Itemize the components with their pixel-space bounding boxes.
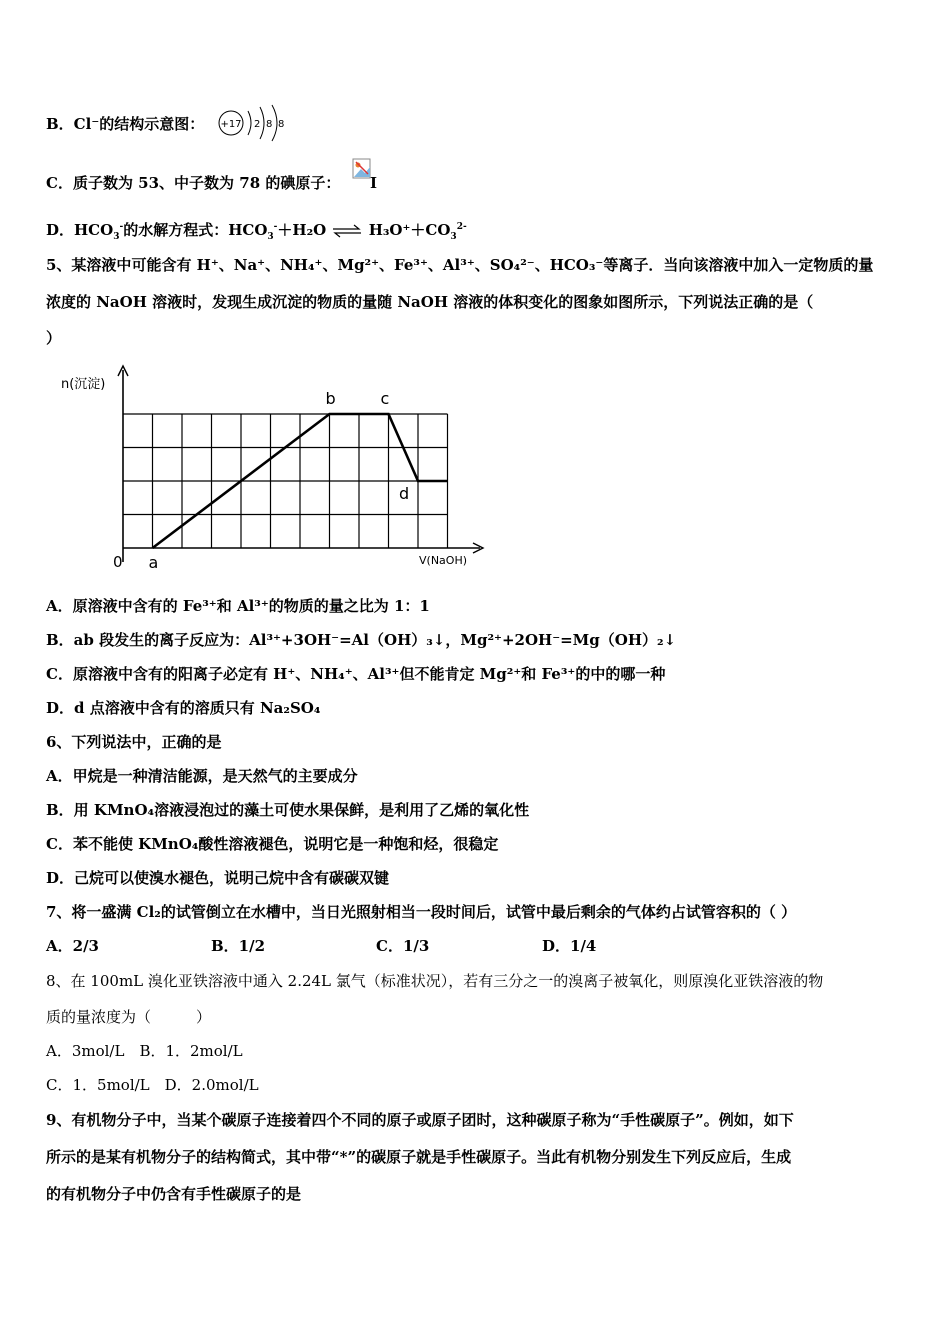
q4-d-rhs: H₃O⁺＋CO — [368, 221, 451, 239]
q5-option-a: A．原溶液中含有的 Fe³⁺和 Al³⁺的物质的量之比为 1：1 — [46, 597, 430, 615]
q9-line-3: 的有机物分子中仍含有手性碳原子的是 — [46, 1185, 302, 1203]
q7-option-d: D．1/4 — [542, 937, 597, 955]
q5-option-d: D．d 点溶液中含有的溶质只有 Na₂SO₄ — [46, 699, 321, 717]
q6-option-d: D．己烷可以使溴水褪色，说明己烷中含有碳碳双键 — [46, 869, 390, 887]
point-label-c: c — [380, 389, 390, 408]
q9-line-2: 所示的是某有机物分子的结构简式，其中带“*”的碳原子就是手性碳原子。当此有机物分别发生下列反应后，生成 — [46, 1148, 792, 1166]
q4-option-c — [46, 173, 340, 193]
chloride-ion-structure-diagram — [214, 103, 290, 143]
q5-stem-line-2: 浓度的 NaOH 溶液时，发现生成沉淀的物质的量随 NaOH 溶液的体积变化的图象如图所示，下列说法正确的是（ — [46, 293, 814, 311]
q8-stem-line-1: 8、在 100mL 溴化亚铁溶液中通入 2.24L 氯气（标准状况），若有三分之一的溴离子被氧化，则原溴化亚铁溶液的物 — [46, 972, 824, 990]
q4-option-d: D．$HCO_3^-$的水解方程式：$HCO_3^-+H_2O$ $H_3O^++CO_3^{2-}$ — [46, 221, 467, 242]
q4-option-b — [46, 114, 204, 134]
q4-option-b-text: B．Cl⁻的结构示意图： — [46, 115, 205, 133]
point-label-b: b — [325, 389, 336, 408]
q7-stem: 7、将一盛满 Cl₂的试管倒立在水槽中，当日光照射相当一段时间后，试管中最后剩余的气体约占试管容积的（ ） — [46, 903, 797, 921]
equilibrium-arrow-icon — [331, 224, 363, 238]
point-label-d: d — [399, 484, 410, 503]
shell-2-count: 8 — [266, 119, 273, 130]
q4-option-c-text: C．质子数为 53、中子数为 78 的碘原子： — [46, 174, 341, 192]
q9-line-1: 9、有机物分子中，当某个碳原子连接着四个不同的原子或原子团时，这种碳原子称为“手性碳原子”。例如，如下 — [46, 1111, 794, 1129]
q8-stem-line-2: 质的量浓度为（ ） — [46, 1008, 212, 1026]
q7-option-c: C．1/3 — [376, 937, 430, 955]
q6-option-c: C．苯不能使 KMnO₄酸性溶液褪色，说明它是一种饱和烃，很稳定 — [46, 835, 499, 853]
chart-grid — [123, 414, 448, 548]
nucleus-label: +17 — [220, 119, 242, 130]
q5-stem-line-1: 5、某溶液中可能含有 H⁺、Na⁺、NH₄⁺、Mg²⁺、Fe³⁺、Al³⁺、SO₄²⁻、HCO₃⁻等离子．当向该溶液中加入一定物质的量 — [46, 256, 874, 274]
q8-options-row-2: C．1．5mol/L D．2.0mol/L — [46, 1076, 259, 1094]
q8-options-row-1: A．3mol/L B．1．2mol/L — [46, 1042, 243, 1060]
y-axis-label: n(沉淀) — [61, 377, 106, 392]
q4-d-prefix: D．HCO — [46, 221, 114, 239]
origin-label: 0 — [113, 553, 123, 571]
q6-option-b: B．用 KMnO₄溶液浸泡过的藻土可使水果保鲜，是利用了乙烯的氧化性 — [46, 801, 530, 819]
shell-1-count: 2 — [254, 119, 261, 130]
shell-3-count: 8 — [278, 119, 285, 130]
q6-option-a: A．甲烷是一种清洁能源，是天然气的主要成分 — [46, 767, 358, 785]
q6-stem: 6、下列说法中，正确的是 — [46, 733, 222, 751]
iodine-symbol: I — [370, 174, 378, 192]
q7-options — [46, 936, 596, 956]
q4-d-mid2: ＋H₂O — [277, 221, 327, 239]
q7-option-b: B．1/2 — [211, 937, 266, 955]
q5-option-c: C．原溶液中含有的阳离子必定有 H⁺、NH₄⁺、Al³⁺但不能肯定 Mg²⁺和 Fe³⁺的中的哪一种 — [46, 665, 666, 683]
q5-stem-line-3: ） — [46, 329, 62, 347]
q5-option-b: B．ab 段发生的离子反应为：Al³⁺+3OH⁻=Al（OH）₃↓，Mg²⁺+2OH⁻=Mg（OH）₂↓ — [46, 631, 677, 649]
broken-image-icon — [352, 158, 372, 180]
point-label-a: a — [148, 553, 159, 572]
q4-d-mid: 的水解方程式：HCO — [123, 221, 268, 239]
x-axis-label: V(NaOH) — [419, 554, 468, 567]
q7-option-a: A．2/3 — [46, 937, 99, 955]
precipitate-vs-naoh-chart — [55, 362, 495, 577]
